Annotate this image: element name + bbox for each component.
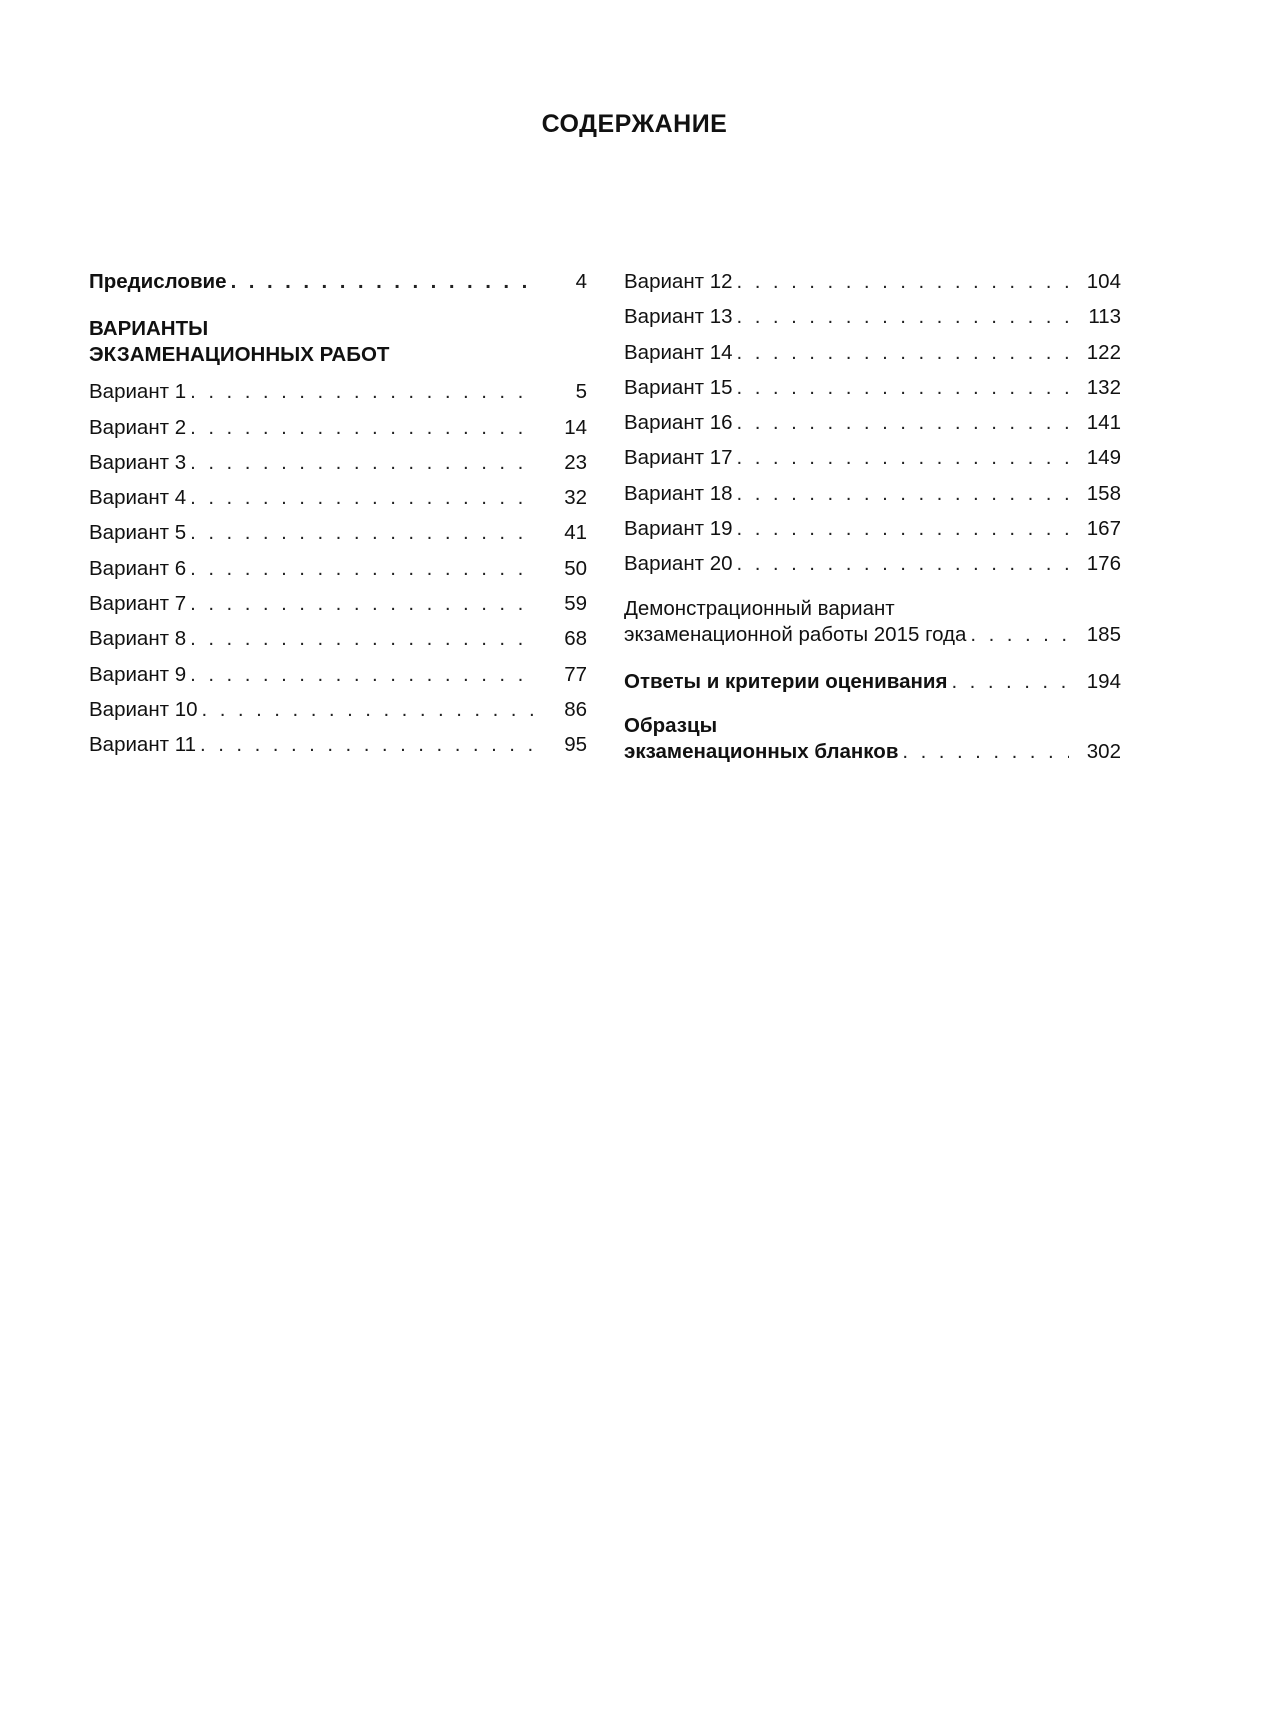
toc-entry-variant[interactable] bbox=[624, 299, 1121, 334]
dot-leader bbox=[190, 657, 535, 692]
toc-page-number: 50 bbox=[564, 556, 587, 580]
dot-leader bbox=[737, 546, 1069, 581]
dot-leader bbox=[902, 739, 1069, 765]
toc-entry-label: Вариант 9 bbox=[89, 662, 187, 686]
toc-right-column bbox=[624, 264, 1121, 765]
toc-entry-variant[interactable] bbox=[624, 476, 1121, 511]
dot-leader bbox=[200, 727, 535, 762]
toc-entry-label: Вариант 4 bbox=[89, 486, 187, 510]
toc-entry-variant[interactable] bbox=[89, 515, 587, 550]
dot-leader bbox=[190, 445, 535, 480]
toc-entry-variant[interactable] bbox=[624, 511, 1121, 546]
toc-entry-label: Вариант 19 bbox=[624, 517, 733, 541]
toc-page-number: 132 bbox=[1086, 375, 1121, 399]
toc-entry-label: Вариант 16 bbox=[624, 411, 733, 435]
toc-entry-variant[interactable] bbox=[89, 657, 587, 692]
toc-entry-preface[interactable] bbox=[89, 264, 587, 299]
toc-entry-label: Вариант 3 bbox=[89, 450, 187, 474]
toc-entry-label: Вариант 18 bbox=[624, 481, 733, 505]
dot-leader bbox=[737, 335, 1069, 370]
dot-leader bbox=[190, 410, 535, 445]
toc-entry-variant[interactable] bbox=[89, 692, 587, 727]
dot-leader bbox=[737, 440, 1069, 475]
toc-entry-variant[interactable] bbox=[624, 264, 1121, 299]
toc-entry-label: Вариант 8 bbox=[89, 627, 187, 651]
toc-page-number: 14 bbox=[564, 415, 587, 439]
dot-leader bbox=[737, 405, 1069, 440]
toc-entry-label: Вариант 11 bbox=[89, 733, 197, 757]
page-title: СОДЕРЖАНИЕ bbox=[541, 110, 728, 138]
toc-entry-label: Ответы и критерии оценивания bbox=[624, 669, 948, 693]
dot-leader bbox=[737, 299, 1069, 334]
toc-page-number: 86 bbox=[564, 697, 587, 721]
dot-leader bbox=[190, 515, 535, 550]
toc-page-number: 113 bbox=[1088, 305, 1121, 329]
toc-entry-demo[interactable] bbox=[624, 596, 1121, 648]
toc-entry-label: Вариант 5 bbox=[89, 521, 187, 545]
toc-entry-last-line bbox=[624, 622, 1121, 648]
toc-entry-variant[interactable] bbox=[89, 480, 587, 515]
toc-entry-label: Вариант 6 bbox=[89, 556, 187, 580]
toc-page-number: 194 bbox=[1086, 669, 1121, 693]
dot-leader bbox=[951, 664, 1069, 699]
toc-entry-variant[interactable] bbox=[89, 374, 587, 409]
section-heading-line: ЭКЗАМЕНАЦИОННЫХ РАБОТ bbox=[89, 343, 390, 367]
toc-entry-label: Вариант 10 bbox=[89, 697, 198, 721]
toc-page-number: 176 bbox=[1086, 552, 1121, 576]
toc-entry-label: Вариант 12 bbox=[624, 270, 733, 293]
toc-page-number: 32 bbox=[564, 486, 587, 510]
dot-leader bbox=[202, 692, 535, 727]
toc-entry-variant[interactable] bbox=[89, 410, 587, 445]
toc-page-number: 302 bbox=[1086, 739, 1121, 763]
toc-entry-label-line: Образцы bbox=[624, 713, 718, 737]
toc-entry-label: Вариант 15 bbox=[624, 375, 733, 399]
toc-entry-last-line bbox=[624, 739, 1121, 765]
toc-page-number: 77 bbox=[564, 662, 587, 686]
toc-page-number: 104 bbox=[1086, 270, 1121, 293]
dot-leader bbox=[190, 374, 535, 409]
toc-entry-label: Вариант 2 bbox=[89, 415, 187, 439]
toc-page-number: 5 bbox=[575, 380, 587, 404]
toc-entry-variant[interactable] bbox=[624, 546, 1121, 581]
dot-leader bbox=[737, 264, 1069, 299]
section-heading-line: ВАРИАНТЫ bbox=[89, 317, 209, 341]
toc-entry-label-line: Демонстрационный вариант bbox=[624, 596, 895, 620]
dot-leader bbox=[190, 586, 535, 621]
toc-left-column bbox=[89, 264, 587, 763]
dot-leader bbox=[190, 621, 535, 656]
toc-entry-variant[interactable] bbox=[89, 586, 587, 621]
toc-entry-label: Вариант 14 bbox=[624, 340, 733, 364]
dot-leader bbox=[190, 480, 535, 515]
toc-entry-label: Вариант 13 bbox=[624, 305, 733, 329]
toc-page-number: 68 bbox=[564, 627, 587, 651]
toc-entry-label: Вариант 17 bbox=[624, 446, 733, 470]
toc-page-number: 185 bbox=[1086, 622, 1121, 646]
toc-entry-variant[interactable] bbox=[89, 621, 587, 656]
toc-entry-variant[interactable] bbox=[89, 551, 587, 586]
toc-page-number: 23 bbox=[564, 450, 587, 474]
dot-leader bbox=[737, 511, 1069, 546]
toc-entry-variant[interactable] bbox=[89, 727, 587, 762]
dot-leader bbox=[737, 476, 1069, 511]
dot-leader bbox=[970, 622, 1069, 648]
toc-entry-label: экзаменационной работы 2015 года bbox=[624, 622, 967, 646]
toc-entry-variant[interactable] bbox=[624, 370, 1121, 405]
toc-page-number: 122 bbox=[1086, 340, 1121, 364]
toc-entry-variant[interactable] bbox=[624, 335, 1121, 370]
toc-page-number: 95 bbox=[564, 733, 587, 757]
dot-leader bbox=[231, 264, 535, 299]
toc-entry-label: экзаменационных бланков bbox=[624, 739, 899, 763]
toc-page-number: 59 bbox=[564, 592, 587, 616]
toc-entry-samples[interactable] bbox=[624, 713, 1121, 765]
section-heading-variants bbox=[89, 316, 587, 368]
toc-entry-variant[interactable] bbox=[624, 405, 1121, 440]
toc-page-number: 167 bbox=[1086, 517, 1121, 541]
dot-leader bbox=[190, 551, 535, 586]
toc-entry-variant[interactable] bbox=[89, 445, 587, 480]
toc-entry-label: Предисловие bbox=[89, 270, 227, 293]
toc-page-number: 158 bbox=[1086, 481, 1121, 505]
toc-page-number: 4 bbox=[575, 270, 587, 293]
toc-entry-label: Вариант 1 bbox=[89, 380, 187, 404]
toc-page-number: 149 bbox=[1086, 446, 1121, 470]
toc-page-number: 141 bbox=[1086, 411, 1121, 435]
toc-page-number: 41 bbox=[564, 521, 587, 545]
toc-entry-variant[interactable] bbox=[624, 440, 1121, 475]
dot-leader bbox=[737, 370, 1069, 405]
toc-entry-answers[interactable] bbox=[624, 664, 1121, 699]
toc-entry-label: Вариант 7 bbox=[89, 592, 187, 616]
toc-entry-label: Вариант 20 bbox=[624, 552, 733, 576]
